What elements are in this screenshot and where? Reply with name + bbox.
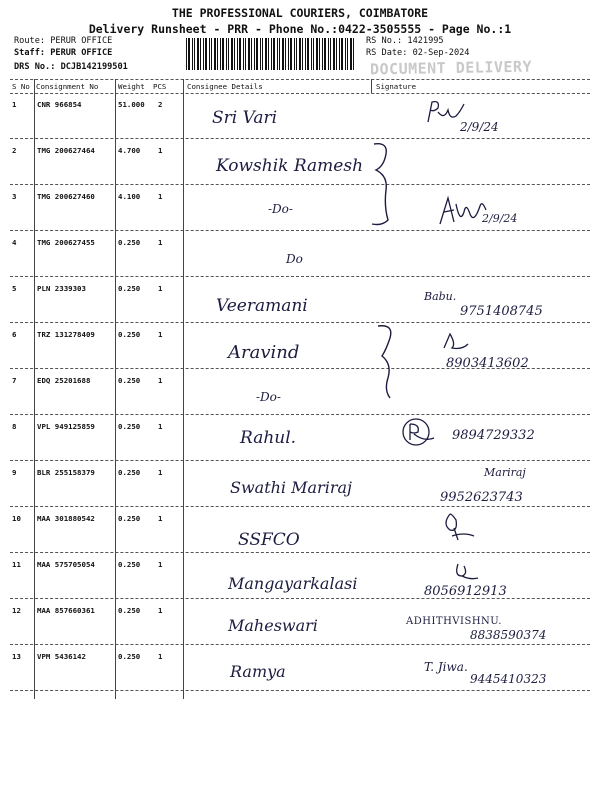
row-pcs: 2 [158, 100, 163, 109]
barcode-bar [211, 38, 212, 70]
row-weight: 0.250 [118, 238, 141, 247]
barcode-bar [322, 38, 323, 70]
row-consignment: MAA 575705054 [37, 560, 95, 569]
col-sno: S No [12, 82, 30, 91]
row-consignment: MAA 857660361 [37, 606, 95, 615]
signature-phone: 8056912913 [424, 584, 507, 599]
rs-date: RS Date: 02-Sep-2024 [366, 48, 470, 58]
col-divider [34, 79, 35, 93]
row-weight: 0.250 [118, 606, 141, 615]
signature-date: 2/9/24 [482, 212, 518, 225]
barcode-bar [209, 38, 210, 70]
barcode-bar [214, 38, 216, 70]
barcode-bar [330, 38, 331, 70]
col-divider [371, 79, 372, 93]
signature-scribble [440, 330, 470, 352]
barcode-bar [345, 38, 346, 70]
row-weight: 4.700 [118, 146, 141, 155]
staff-label: Staff: PERUR OFFICE [14, 48, 113, 58]
barcode-bar [339, 38, 340, 70]
barcode-bar [205, 38, 207, 70]
row-consignment: PLN 2339303 [37, 284, 86, 293]
barcode-bar [197, 38, 199, 70]
barcode-bar [341, 38, 343, 70]
barcode-bar [237, 38, 238, 70]
signature-phone: 9952623743 [440, 490, 523, 505]
barcode-bar [262, 38, 263, 70]
barcode-bar [186, 38, 187, 70]
barcode-bar [222, 38, 224, 70]
document-delivery-stamp: DOCUMENT DELIVERY [369, 57, 533, 79]
row-consignment: VPM 5436142 [37, 652, 86, 661]
barcode-bar [260, 38, 261, 70]
barcode-bar [192, 38, 193, 70]
col-pcs: PCS [153, 82, 167, 91]
row-consignment: TMG 200627460 [37, 192, 95, 201]
row-pcs: 1 [158, 514, 163, 523]
row-weight: 0.250 [118, 468, 141, 477]
barcode-bar [277, 38, 278, 70]
barcode-bar [200, 38, 201, 70]
col-consignment: Consignment No [36, 82, 99, 91]
row-consignment: TMG 200627455 [37, 238, 95, 247]
row-weight: 4.100 [118, 192, 141, 201]
row-divider [10, 322, 590, 323]
signature-text: T. Jiwa. [424, 660, 468, 674]
barcode [186, 38, 358, 70]
row-divider [10, 506, 590, 507]
table-row [10, 370, 590, 415]
signature-text: Babu. [424, 290, 457, 303]
handwritten-name: Aravind [228, 342, 300, 363]
row-pcs: 1 [158, 468, 163, 477]
barcode-bar [316, 38, 318, 70]
barcode-bar [353, 38, 354, 70]
barcode-bar [271, 38, 272, 70]
row-sno: 5 [12, 284, 17, 293]
barcode-bar [217, 38, 218, 70]
handwritten-name: Do [286, 252, 303, 266]
signature-phone: 9894729332 [452, 428, 535, 443]
row-consignment: TMG 200627464 [37, 146, 95, 155]
signature-phone: 9751408745 [460, 304, 543, 319]
brace-mark [372, 322, 402, 402]
row-sno: 12 [12, 606, 21, 615]
row-sno: 8 [12, 422, 17, 431]
barcode-bar [234, 38, 235, 70]
barcode-bar [328, 38, 329, 70]
row-consignment: MAA 301880542 [37, 514, 95, 523]
row-divider [10, 184, 590, 185]
row-divider [10, 230, 590, 231]
table-row [10, 94, 590, 139]
barcode-bar [319, 38, 320, 70]
row-consignment: CNR 966854 [37, 100, 82, 109]
handwritten-name: Mangayarkalasi [228, 574, 358, 593]
barcode-bar [290, 38, 292, 70]
handwritten-name: -Do- [268, 202, 293, 216]
signature-phone: 8903413602 [446, 356, 529, 371]
table-row [10, 508, 590, 553]
barcode-bar [302, 38, 303, 70]
handwritten-name: Ramya [230, 662, 286, 681]
handwritten-name: Maheswari [228, 616, 318, 635]
row-divider [10, 414, 590, 415]
row-weight: 0.250 [118, 514, 141, 523]
signature-text: Mariraj [484, 466, 526, 479]
row-sno: 7 [12, 376, 17, 385]
row-divider [10, 276, 590, 277]
row-weight: 0.250 [118, 652, 141, 661]
barcode-bar [285, 38, 286, 70]
col-divider [115, 79, 116, 93]
brace-mark [368, 140, 398, 230]
row-sno: 6 [12, 330, 17, 339]
barcode-bar [220, 38, 221, 70]
row-sno: 3 [12, 192, 17, 201]
barcode-bar [248, 38, 250, 70]
barcode-bar [245, 38, 246, 70]
row-consignment: EDQ 25201688 [37, 376, 91, 385]
drs-number: DRS No.: DCJB142199501 [14, 62, 128, 72]
barcode-bar [251, 38, 252, 70]
barcode-bar [239, 38, 241, 70]
barcode-bar [273, 38, 275, 70]
signature-phone: 9445410323 [470, 672, 547, 686]
barcode-bar [282, 38, 284, 70]
barcode-bar [336, 38, 337, 70]
barcode-bar [203, 38, 204, 70]
row-sno: 4 [12, 238, 17, 247]
row-pcs: 1 [158, 238, 163, 247]
barcode-bar [268, 38, 269, 70]
row-pcs: 1 [158, 422, 163, 431]
row-pcs: 1 [158, 146, 163, 155]
barcode-bar [350, 38, 352, 70]
barcode-bar [299, 38, 301, 70]
row-sno: 11 [12, 560, 21, 569]
row-sno: 13 [12, 652, 21, 661]
document-title: THE PROFESSIONAL COURIERS, COIMBATORE [171, 6, 429, 20]
col-signature: Signature [376, 82, 417, 91]
row-consignment: VPL 949125859 [37, 422, 95, 431]
row-consignment: BLR 255158379 [37, 468, 95, 477]
barcode-bar [311, 38, 312, 70]
barcode-bar [256, 38, 258, 70]
row-weight: 0.250 [118, 376, 141, 385]
row-sno: 10 [12, 514, 21, 523]
barcode-bar [194, 38, 195, 70]
barcode-bar [333, 38, 335, 70]
barcode-bar [243, 38, 244, 70]
handwritten-name: Kowshik Ramesh [216, 156, 364, 176]
barcode-bar [294, 38, 295, 70]
row-divider [10, 690, 590, 691]
row-weight: 0.250 [118, 330, 141, 339]
signature-date: 2/9/24 [460, 120, 499, 134]
rs-number: RS No.: 1421995 [366, 36, 444, 46]
row-pcs: 1 [158, 192, 163, 201]
barcode-bar [324, 38, 326, 70]
signature-phone: 8838590374 [470, 628, 547, 642]
row-weight: 0.250 [118, 284, 141, 293]
barcode-bar [188, 38, 190, 70]
handwritten-name: Veeramani [216, 296, 308, 316]
row-pcs: 1 [158, 284, 163, 293]
row-divider [10, 460, 590, 461]
row-pcs: 1 [158, 652, 163, 661]
handwritten-name: Swathi Mariraj [230, 478, 352, 497]
row-weight: 51.000 [118, 100, 145, 109]
row-weight: 0.250 [118, 422, 141, 431]
barcode-bar [254, 38, 255, 70]
barcode-bar [313, 38, 314, 70]
barcode-bar [305, 38, 306, 70]
barcode-bar [307, 38, 309, 70]
document-subtitle: Delivery Runsheet - PRR - Phone No.:0422-3505555 - Page No.:1 [88, 22, 512, 36]
barcode-bar [231, 38, 233, 70]
row-divider [10, 138, 590, 139]
row-divider [10, 552, 590, 553]
handwritten-name: Sri Vari [212, 108, 278, 128]
row-divider [10, 644, 590, 645]
row-sno: 9 [12, 468, 17, 477]
handwritten-name: Rahul. [240, 428, 297, 448]
table-header [10, 79, 590, 93]
row-sno: 1 [12, 100, 17, 109]
row-weight: 0.250 [118, 560, 141, 569]
signature-scribble [440, 510, 480, 544]
barcode-bar [347, 38, 348, 70]
row-consignment: TRZ 131278409 [37, 330, 95, 339]
route-label: Route: PERUR OFFICE [14, 36, 113, 46]
row-pcs: 1 [158, 560, 163, 569]
barcode-bar [296, 38, 297, 70]
barcode-bar [228, 38, 229, 70]
signature-scribble [450, 560, 480, 584]
signature-text: ADHITHVISHNU. [406, 616, 502, 627]
signature-scribble [400, 416, 440, 450]
row-sno: 2 [12, 146, 17, 155]
row-pcs: 1 [158, 376, 163, 385]
barcode-bar [279, 38, 280, 70]
col-divider [183, 79, 184, 93]
barcode-bar [265, 38, 267, 70]
row-pcs: 1 [158, 606, 163, 615]
barcode-bar [226, 38, 227, 70]
handwritten-name: SSFCO [238, 530, 300, 550]
col-weight: Weight [118, 82, 145, 91]
row-pcs: 1 [158, 330, 163, 339]
handwritten-name: -Do- [256, 390, 281, 404]
barcode-bar [288, 38, 289, 70]
col-consignee: Consignee Details [187, 82, 263, 91]
